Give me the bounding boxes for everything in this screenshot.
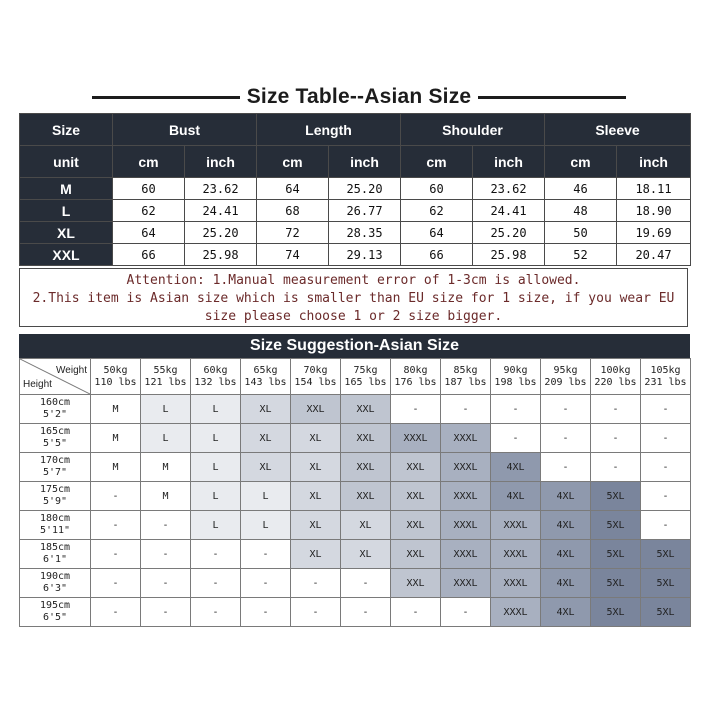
size-suggestion-cell: XXXL (441, 569, 491, 598)
size-suggestion-cell: XL (241, 424, 291, 453)
size-suggestion-cell: - (241, 569, 291, 598)
size-suggestion-cell: - (441, 395, 491, 424)
measurement-cell: 23.62 (185, 178, 257, 200)
size-suggestion-cell: XXXL (391, 424, 441, 453)
height-label (20, 424, 91, 453)
measurement-cell: 19.69 (617, 222, 691, 244)
weight-lbs: 176 lbs (394, 376, 437, 388)
size-suggestion-cell: M (91, 424, 141, 453)
weight-kg: 55kg (153, 364, 178, 376)
table-row (20, 453, 691, 482)
size-suggestion-cell: - (641, 453, 691, 482)
corner-weight-label: Weight (56, 365, 87, 376)
weight-header (591, 359, 641, 395)
size-suggestion-cell: 4XL (541, 540, 591, 569)
weight-lbs: 198 lbs (494, 376, 537, 388)
size-suggestion-cell: L (141, 424, 191, 453)
weight-kg: 70kg (303, 364, 328, 376)
weight-header (641, 359, 691, 395)
size-suggestion-cell: XXXL (491, 511, 541, 540)
unit-cm: cm (401, 146, 473, 178)
size-suggestion-cell: - (91, 540, 141, 569)
attention-line-3: size please choose 1 or 2 size bigger. (204, 309, 503, 324)
size-suggestion-cell: XL (241, 395, 291, 424)
weight-header (441, 359, 491, 395)
size-suggestion-cell: XXL (341, 424, 391, 453)
size-suggestion-cell: XL (341, 511, 391, 540)
size-suggestion-cell: - (491, 395, 541, 424)
table-row (20, 395, 691, 424)
height-ft: 5'7" (42, 467, 68, 478)
measurement-cell: 18.90 (617, 200, 691, 222)
size-suggestion-cell: XXL (341, 395, 391, 424)
measurement-cell: 64 (257, 178, 329, 200)
size-suggestion-cell: L (241, 482, 291, 511)
unit-cm: cm (113, 146, 185, 178)
measurement-cell: 68 (257, 200, 329, 222)
size-suggestion-cell: - (91, 511, 141, 540)
table-row (20, 569, 691, 598)
title-rule-right (478, 96, 626, 99)
size-suggestion-cell: XXL (341, 482, 391, 511)
measurement-cell: 25.98 (185, 244, 257, 266)
weight-header (541, 359, 591, 395)
size-suggestion-cell: - (141, 569, 191, 598)
title-bar (92, 84, 626, 114)
attention-line-1: Attention: 1.Manual measurement error of 1-3cm is allowed. (126, 273, 581, 288)
size-suggestion-cell: - (641, 511, 691, 540)
corner-height-label: Height (23, 379, 52, 390)
measurement-cell: 20.47 (617, 244, 691, 266)
size-suggestion-cell: M (91, 395, 141, 424)
weight-kg: 75kg (353, 364, 378, 376)
height-cm: 185cm (39, 542, 71, 553)
measurement-cell: 52 (545, 244, 617, 266)
height-label (20, 569, 91, 598)
size-suggestion-cell: - (641, 395, 691, 424)
header-shoulder: Shoulder (401, 114, 545, 146)
header-length: Length (257, 114, 401, 146)
size-suggestion-cell: - (491, 424, 541, 453)
weight-kg: 80kg (403, 364, 428, 376)
size-suggestion-cell: M (141, 482, 191, 511)
size-suggestion-cell: XL (291, 453, 341, 482)
size-suggestion-cell: XXL (391, 511, 441, 540)
measurement-cell: 60 (113, 178, 185, 200)
unit-label: unit (20, 146, 113, 178)
height-label (20, 511, 91, 540)
size-label: XL (20, 222, 113, 244)
weight-lbs: 220 lbs (594, 376, 637, 388)
size-suggestion-cell: - (91, 482, 141, 511)
size-suggestion-cell: 5XL (591, 540, 641, 569)
weight-kg: 60kg (203, 364, 228, 376)
height-cm: 190cm (39, 571, 71, 582)
size-suggestion-cell: XXL (341, 453, 391, 482)
size-suggestion-cell: XXXL (491, 598, 541, 627)
measurement-cell: 74 (257, 244, 329, 266)
weight-header (391, 359, 441, 395)
measurement-cell: 46 (545, 178, 617, 200)
size-suggestion-cell: - (291, 598, 341, 627)
measurement-cell: 24.41 (185, 200, 257, 222)
weight-header (91, 359, 141, 395)
attention-line-2: 2.This item is Asian size which is smaller than EU size for 1 size, if you wear EU (32, 291, 675, 306)
weight-lbs: 110 lbs (94, 376, 137, 388)
measurement-cell: 23.62 (473, 178, 545, 200)
weight-kg: 85kg (453, 364, 478, 376)
size-suggestion-cell: - (191, 540, 241, 569)
size-suggestion-cell: L (241, 511, 291, 540)
weight-lbs: 143 lbs (244, 376, 287, 388)
size-suggestion-cell: L (191, 424, 241, 453)
size-suggestion-cell: M (91, 453, 141, 482)
size-suggestion-cell: - (541, 395, 591, 424)
size-suggestion-cell: - (541, 453, 591, 482)
size-suggestion-cell: - (141, 540, 191, 569)
size-suggestion-cell: - (191, 598, 241, 627)
size-suggestion-cell: 5XL (641, 540, 691, 569)
size-suggestion-cell: XXL (391, 540, 441, 569)
size-suggestion-cell: - (141, 598, 191, 627)
header-bust: Bust (113, 114, 257, 146)
size-suggestion-cell: - (191, 569, 241, 598)
measurement-cell: 25.98 (473, 244, 545, 266)
weight-header-row (20, 359, 691, 395)
height-label (20, 482, 91, 511)
weight-lbs: 209 lbs (544, 376, 587, 388)
unit-cm: cm (257, 146, 329, 178)
table-row (20, 598, 691, 627)
weight-kg: 90kg (503, 364, 528, 376)
height-ft: 5'2" (42, 409, 68, 420)
size-suggestion-cell: L (191, 511, 241, 540)
unit-inch: inch (329, 146, 401, 178)
weight-header (491, 359, 541, 395)
size-suggestion-cell: 5XL (591, 511, 641, 540)
height-ft: 6'3" (42, 583, 68, 594)
height-ft: 5'11" (39, 525, 71, 536)
measurement-cell: 29.13 (329, 244, 401, 266)
size-suggestion-cell: XXXL (441, 511, 491, 540)
size-suggestion-cell: - (591, 453, 641, 482)
size-suggestion-cell: 4XL (541, 482, 591, 511)
measurement-cell: 18.11 (617, 178, 691, 200)
page-title: Size Table--Asian Size (246, 85, 472, 108)
weight-kg: 100kg (600, 364, 631, 376)
height-ft: 5'5" (42, 438, 68, 449)
size-suggestion-cell: - (541, 424, 591, 453)
weight-header (291, 359, 341, 395)
table-row (20, 540, 691, 569)
size-suggestion-cell: XXXL (441, 540, 491, 569)
weight-lbs: 165 lbs (344, 376, 387, 388)
size-suggestion-cell: - (241, 540, 291, 569)
weight-lbs: 231 lbs (644, 376, 687, 388)
measurement-cell: 60 (401, 178, 473, 200)
height-cm: 175cm (39, 484, 71, 495)
weight-lbs: 132 lbs (194, 376, 237, 388)
size-suggestion-cell: - (441, 598, 491, 627)
size-suggestion-cell: - (91, 569, 141, 598)
size-suggestion-cell: M (141, 453, 191, 482)
unit-inch: inch (617, 146, 691, 178)
size-suggestion-cell: - (141, 511, 191, 540)
unit-inch: inch (473, 146, 545, 178)
size-table-header-row (20, 114, 691, 146)
weight-lbs: 121 lbs (144, 376, 187, 388)
table-row (20, 222, 691, 244)
size-suggestion-cell: XL (291, 511, 341, 540)
weight-header (191, 359, 241, 395)
size-suggestion-cell: - (341, 598, 391, 627)
height-ft: 6'5" (42, 612, 68, 623)
size-suggestion-cell: - (241, 598, 291, 627)
height-label (20, 598, 91, 627)
size-suggestion-cell: - (391, 395, 441, 424)
weight-kg: 65kg (253, 364, 278, 376)
measurement-cell: 62 (113, 200, 185, 222)
measurement-cell: 66 (113, 244, 185, 266)
table-row (20, 178, 691, 200)
measurement-cell: 66 (401, 244, 473, 266)
height-cm: 165cm (39, 426, 71, 437)
measurement-cell: 50 (545, 222, 617, 244)
measurement-cell: 64 (401, 222, 473, 244)
size-suggestion-cell: - (391, 598, 441, 627)
measurement-cell: 48 (545, 200, 617, 222)
measurement-cell: 25.20 (185, 222, 257, 244)
weight-header (141, 359, 191, 395)
table-row (20, 482, 691, 511)
size-suggestion-cell: L (191, 395, 241, 424)
measurement-cell: 62 (401, 200, 473, 222)
size-table (19, 113, 691, 266)
size-suggestion-cell: XXXL (491, 540, 541, 569)
measurement-cell: 25.20 (473, 222, 545, 244)
size-suggestion-cell: L (141, 395, 191, 424)
size-suggestion-cell: XXL (391, 482, 441, 511)
height-label (20, 453, 91, 482)
size-suggestion-cell: XXXL (441, 453, 491, 482)
measurement-cell: 24.41 (473, 200, 545, 222)
table-row (20, 511, 691, 540)
attention-note (19, 268, 688, 327)
size-suggestion-cell: 4XL (541, 598, 591, 627)
weight-lbs: 154 lbs (294, 376, 337, 388)
height-cm: 180cm (39, 513, 71, 524)
size-suggestion-cell: 5XL (641, 598, 691, 627)
weight-lbs: 187 lbs (444, 376, 487, 388)
size-suggestion-cell: L (191, 453, 241, 482)
size-suggestion-cell: 5XL (641, 569, 691, 598)
height-cm: 170cm (39, 455, 71, 466)
height-ft: 6'1" (42, 554, 68, 565)
size-suggestion-cell: L (191, 482, 241, 511)
size-table-unit-row (20, 146, 691, 178)
size-suggestion-cell: XXXL (441, 424, 491, 453)
height-label (20, 395, 91, 424)
weight-kg: 105kg (650, 364, 681, 376)
table-row (20, 200, 691, 222)
size-suggestion-cell: XL (241, 453, 291, 482)
size-suggestion-cell: XL (341, 540, 391, 569)
size-suggestion-cell: XXXL (441, 482, 491, 511)
size-suggestion-cell: 5XL (591, 569, 641, 598)
size-suggestion-cell: XL (291, 540, 341, 569)
size-suggestion-cell: 4XL (541, 511, 591, 540)
size-suggestion-cell: 4XL (541, 569, 591, 598)
measurement-cell: 25.20 (329, 178, 401, 200)
suggestion-title: Size Suggestion-Asian Size (19, 334, 690, 358)
size-label: M (20, 178, 113, 200)
weight-kg: 50kg (103, 364, 128, 376)
header-sleeve: Sleeve (545, 114, 691, 146)
size-suggestion-cell: XXL (291, 395, 341, 424)
size-suggestion-cell: 5XL (591, 598, 641, 627)
size-suggestion-cell: XXL (391, 453, 441, 482)
measurement-cell: 26.77 (329, 200, 401, 222)
size-suggestion-cell: XL (291, 424, 341, 453)
size-label: XXL (20, 244, 113, 266)
height-ft: 5'9" (42, 496, 68, 507)
size-suggestion-cell: - (591, 395, 641, 424)
size-suggestion-cell: XXXL (491, 569, 541, 598)
weight-height-corner (20, 359, 91, 395)
measurement-cell: 72 (257, 222, 329, 244)
height-label (20, 540, 91, 569)
weight-header (241, 359, 291, 395)
size-suggestion-cell: 4XL (491, 482, 541, 511)
unit-cm: cm (545, 146, 617, 178)
measurement-cell: 28.35 (329, 222, 401, 244)
size-suggestion-cell: - (341, 569, 391, 598)
header-size: Size (20, 114, 113, 146)
size-suggestion-cell: - (641, 424, 691, 453)
height-cm: 160cm (39, 397, 71, 408)
size-suggestion-table (19, 358, 691, 627)
size-suggestion-cell: - (91, 598, 141, 627)
weight-kg: 95kg (553, 364, 578, 376)
size-suggestion-cell: XL (291, 482, 341, 511)
size-suggestion-cell: - (591, 424, 641, 453)
unit-inch: inch (185, 146, 257, 178)
size-suggestion-cell: 4XL (491, 453, 541, 482)
measurement-cell: 64 (113, 222, 185, 244)
height-cm: 195cm (39, 600, 71, 611)
weight-header (341, 359, 391, 395)
size-suggestion-cell: - (641, 482, 691, 511)
size-suggestion-cell: - (291, 569, 341, 598)
table-row (20, 424, 691, 453)
table-row (20, 244, 691, 266)
size-label: L (20, 200, 113, 222)
size-suggestion-cell: 5XL (591, 482, 641, 511)
size-suggestion-cell: XXL (391, 569, 441, 598)
